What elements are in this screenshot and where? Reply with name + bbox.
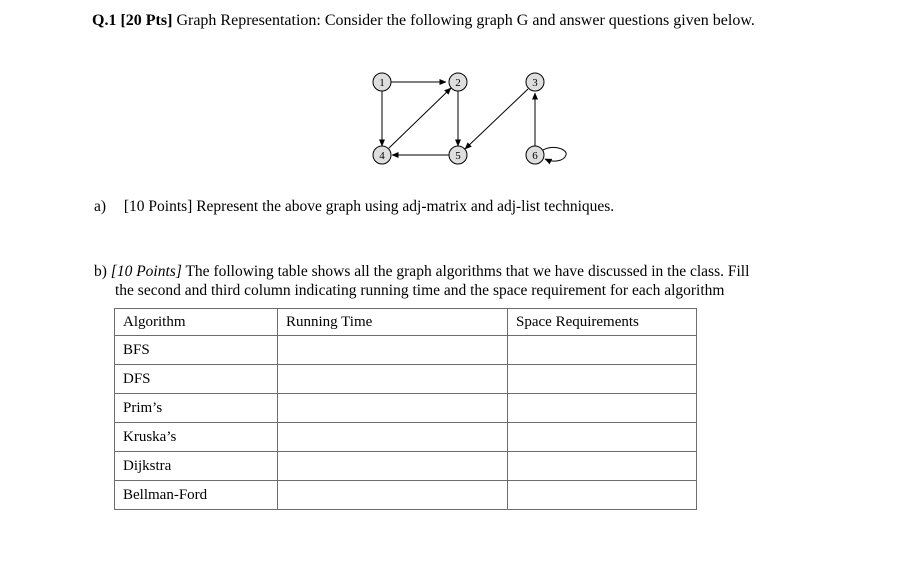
svg-text:3: 3	[532, 77, 538, 89]
header-space-requirements: Space Requirements	[508, 309, 697, 336]
part-a	[94, 198, 614, 216]
edge-4-2	[389, 88, 451, 148]
table-row	[115, 365, 697, 394]
running-time-cell	[278, 452, 508, 481]
table-header-row	[115, 309, 697, 336]
running-time-cell	[278, 336, 508, 365]
algorithm-table	[114, 308, 697, 510]
part-b-text-line1: The following table shows all the graph algorithms that we have discussed in the class. Fill	[185, 263, 750, 280]
space-cell	[508, 365, 697, 394]
question-points: [20 Pts]	[120, 12, 173, 29]
svg-text:6: 6	[532, 150, 538, 162]
running-time-cell	[278, 481, 508, 510]
question-text: Graph Representation: Consider the following graph G and answer questions given below.	[176, 12, 755, 29]
svg-text:1: 1	[379, 77, 385, 89]
running-time-cell	[278, 365, 508, 394]
algorithm-cell: Kruska’s	[115, 423, 278, 452]
header-running-time: Running Time	[278, 309, 508, 336]
graph-node-2	[449, 73, 467, 91]
space-cell	[508, 481, 697, 510]
graph-node-5	[449, 146, 467, 164]
question-title	[92, 12, 755, 30]
question-number: Q.1	[92, 12, 117, 29]
space-cell	[508, 394, 697, 423]
table-row	[115, 423, 697, 452]
part-a-points: [10 Points]	[123, 198, 193, 215]
graph-node-4	[373, 146, 391, 164]
part-b-points: [10 Points]	[110, 263, 182, 280]
algorithm-cell: Dijkstra	[115, 452, 278, 481]
edge-3-5	[465, 89, 528, 149]
part-a-label: a)	[94, 198, 107, 215]
algorithm-cell: Bellman-Ford	[115, 481, 278, 510]
space-cell	[508, 423, 697, 452]
space-cell	[508, 452, 697, 481]
algorithm-cell: DFS	[115, 365, 278, 394]
running-time-cell	[278, 423, 508, 452]
svg-text:4: 4	[379, 150, 385, 162]
table-row	[115, 452, 697, 481]
part-b-text-line2: the second and third column indicating running time and the space requirement for each algorithm	[115, 282, 725, 299]
svg-text:5: 5	[455, 150, 461, 162]
header-algorithm: Algorithm	[115, 309, 278, 336]
part-a-text: Represent the above graph using adj-matrix and adj-list techniques.	[196, 198, 615, 215]
part-b-label: b)	[94, 263, 107, 280]
graph-node-3	[526, 73, 544, 91]
running-time-cell	[278, 394, 508, 423]
graph-node-1	[373, 73, 391, 91]
svg-text:2: 2	[455, 77, 461, 89]
algorithm-cell: Prim’s	[115, 394, 278, 423]
algorithm-cell: BFS	[115, 336, 278, 365]
graph-node-6	[526, 146, 544, 164]
table-row	[115, 481, 697, 510]
graph-figure	[350, 62, 580, 172]
space-cell	[508, 336, 697, 365]
table-row	[115, 336, 697, 365]
part-b	[94, 262, 749, 300]
table-row	[115, 394, 697, 423]
edge-6-6-self-loop	[543, 147, 566, 161]
